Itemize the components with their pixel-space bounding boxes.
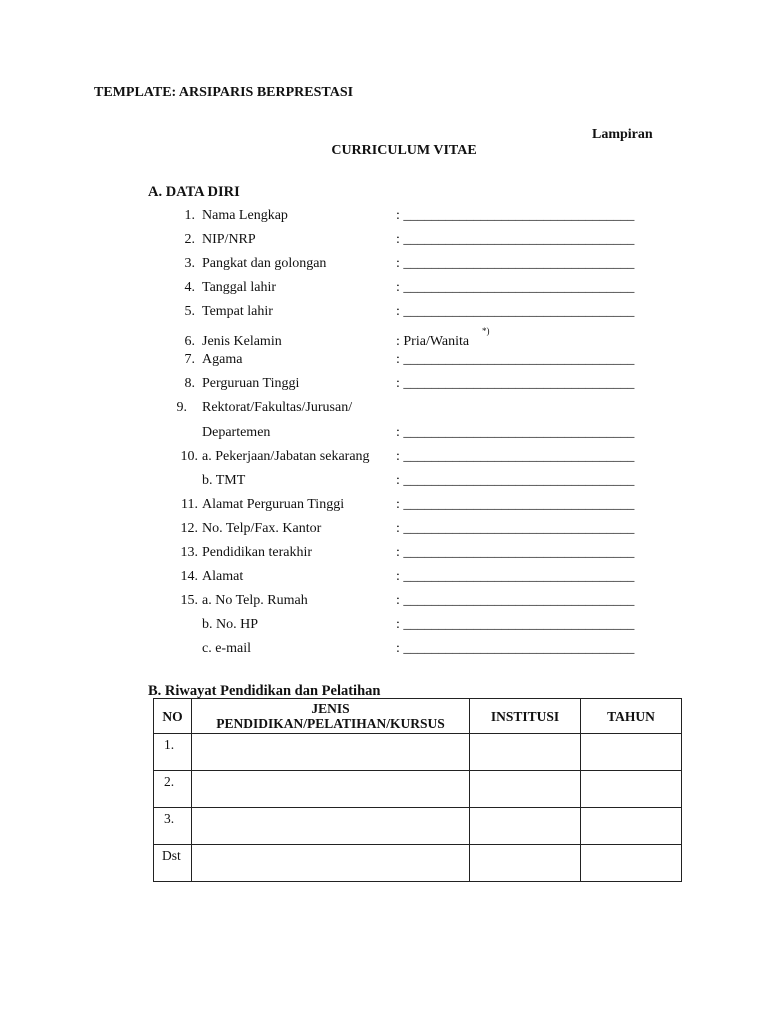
list-item	[0, 256, 770, 276]
item-number: 10.	[180, 449, 198, 464]
table-row	[154, 808, 682, 845]
list-item	[0, 352, 770, 372]
gender-value[interactable]: : Pria/Wanita	[396, 334, 470, 349]
item-label: No. Telp/Fax. Kantor	[202, 521, 322, 536]
list-item	[0, 545, 770, 565]
row-number: 1.	[154, 734, 192, 771]
item-number: 14.	[180, 569, 198, 584]
item-label: b. No. HP	[202, 617, 259, 632]
fill-line[interactable]: : _________________________________	[396, 232, 635, 247]
item-label: Rektorat/Fakultas/Jurusan/	[202, 400, 353, 415]
item-label: Agama	[202, 352, 243, 367]
table-header-row	[154, 699, 682, 734]
fill-line[interactable]: : _________________________________	[396, 521, 635, 536]
item-label: Pendidikan terakhir	[202, 545, 313, 560]
fill-line[interactable]: : _________________________________	[396, 641, 635, 656]
list-item	[0, 473, 770, 493]
row-number: Dst	[154, 845, 192, 882]
jenis-cell[interactable]	[192, 845, 470, 882]
fill-line[interactable]: : _________________________________	[396, 352, 635, 367]
item-number: 5.	[184, 304, 195, 319]
footnote-mark: *)	[482, 326, 490, 336]
education-table	[153, 698, 682, 882]
list-item	[0, 304, 770, 324]
tahun-cell[interactable]	[581, 845, 682, 882]
fill-line[interactable]: : _________________________________	[396, 593, 635, 608]
item-label: NIP/NRP	[202, 232, 256, 247]
list-item	[0, 400, 770, 420]
item-number: 15.	[180, 593, 198, 608]
list-item	[0, 449, 770, 469]
fill-line[interactable]: : _________________________________	[396, 425, 635, 440]
item-number: 12.	[180, 521, 198, 536]
item-label: Nama Lengkap	[202, 208, 288, 223]
list-item	[0, 593, 770, 613]
column-header-jenis	[192, 699, 470, 734]
item-number: 4.	[184, 280, 195, 295]
item-label: Tempat lahir	[202, 304, 273, 319]
list-item	[0, 326, 770, 354]
fill-line[interactable]: : _________________________________	[396, 545, 635, 560]
item-number: 11.	[181, 497, 198, 512]
fill-line[interactable]: : _________________________________	[396, 208, 635, 223]
item-label: Alamat Perguruan Tinggi	[202, 497, 345, 512]
list-item	[0, 208, 770, 228]
row-number: 3.	[154, 808, 192, 845]
item-label: Perguruan Tinggi	[202, 376, 300, 391]
template-title: TEMPLATE: ARSIPARIS BERPRESTASI	[94, 85, 354, 100]
item-label: Jenis Kelamin	[202, 334, 282, 349]
item-number: 7.	[184, 352, 195, 367]
fill-line[interactable]: : _________________________________	[396, 449, 635, 464]
cv-title: CURRICULUM VITAE	[331, 143, 477, 158]
tahun-cell[interactable]	[581, 808, 682, 845]
column-header-tahun: TAHUN	[581, 699, 682, 734]
item-label: a. Pekerjaan/Jabatan sekarang	[202, 449, 370, 464]
list-item	[0, 425, 770, 445]
list-item	[0, 280, 770, 300]
item-label: Tanggal lahir	[202, 280, 277, 295]
list-item	[0, 376, 770, 396]
institusi-cell[interactable]	[470, 734, 581, 771]
jenis-cell[interactable]	[192, 734, 470, 771]
item-label: Departemen	[202, 425, 271, 440]
jenis-cell[interactable]	[192, 808, 470, 845]
item-label: Alamat	[202, 569, 244, 584]
list-item	[0, 232, 770, 252]
column-header-no: NO	[154, 699, 192, 734]
jenis-cell[interactable]	[192, 771, 470, 808]
institusi-cell[interactable]	[470, 808, 581, 845]
item-number: 2.	[184, 232, 195, 247]
table-row	[154, 734, 682, 771]
item-number: 3.	[184, 256, 195, 271]
institusi-cell[interactable]	[470, 771, 581, 808]
section-a-title: A. DATA DIRI	[148, 184, 240, 200]
item-number: 9.	[176, 400, 187, 415]
column-header-jenis-line2: PENDIDIKAN/PELATIHAN/KURSUS	[216, 716, 445, 731]
item-label: Pangkat dan golongan	[202, 256, 327, 271]
fill-line[interactable]: : _________________________________	[396, 473, 635, 488]
table-row	[154, 771, 682, 808]
fill-line[interactable]: : _________________________________	[396, 256, 635, 271]
list-item	[0, 497, 770, 517]
item-number: 13.	[180, 545, 198, 560]
fill-line[interactable]: : _________________________________	[396, 569, 635, 584]
fill-line[interactable]: : _________________________________	[396, 376, 635, 391]
fill-line[interactable]: : _________________________________	[396, 304, 635, 319]
fill-line[interactable]: : _________________________________	[396, 617, 635, 632]
item-label: a. No Telp. Rumah	[202, 593, 308, 608]
row-number: 2.	[154, 771, 192, 808]
section-b-title: B. Riwayat Pendidikan dan Pelatihan	[148, 683, 381, 699]
institusi-cell[interactable]	[470, 845, 581, 882]
table-row	[154, 845, 682, 882]
fill-line[interactable]: : _________________________________	[396, 497, 635, 512]
item-number: 6.	[184, 334, 195, 349]
list-item	[0, 569, 770, 589]
column-header-jenis-line1: JENIS	[311, 701, 350, 716]
fill-line[interactable]: : _________________________________	[396, 280, 635, 295]
item-label: b. TMT	[202, 473, 246, 488]
list-item	[0, 617, 770, 637]
item-number: 8.	[184, 376, 195, 391]
lampiran-label: Lampiran	[592, 127, 653, 142]
tahun-cell[interactable]	[581, 771, 682, 808]
column-header-institusi: INSTITUSI	[470, 699, 581, 734]
item-number: 1.	[184, 208, 195, 223]
item-label: c. e-mail	[202, 641, 251, 656]
list-item	[0, 641, 770, 661]
list-item	[0, 521, 770, 541]
tahun-cell[interactable]	[581, 734, 682, 771]
